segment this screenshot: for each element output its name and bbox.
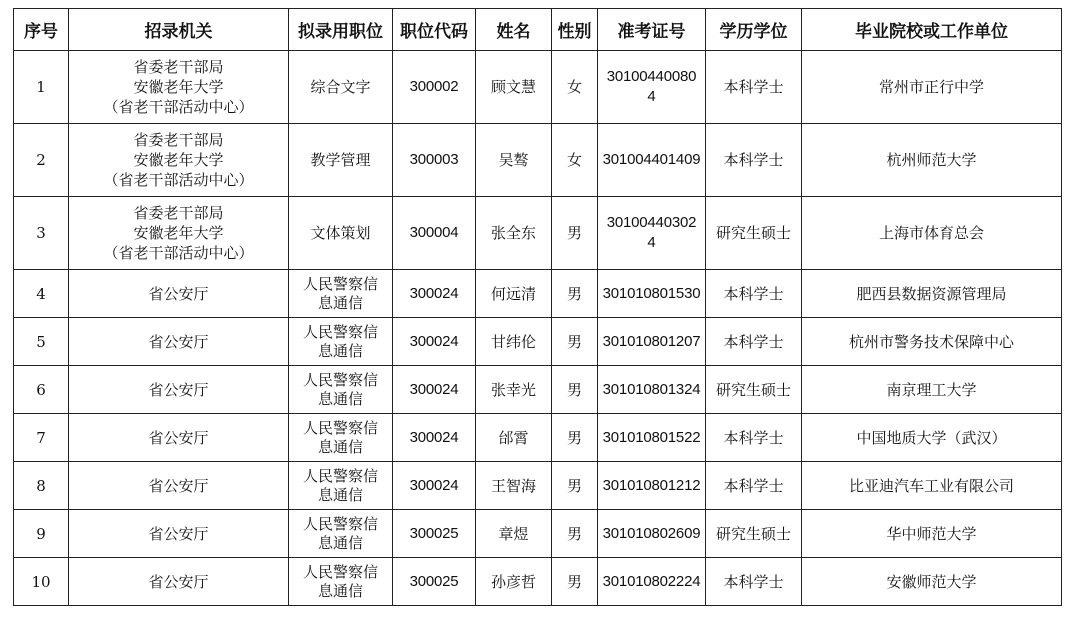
cell-line: （省老干部活动中心） [103, 98, 254, 116]
cell-seq: 8 [14, 462, 69, 510]
cell-gender: 男 [552, 510, 598, 558]
cell-line: 息通信 [317, 293, 363, 312]
cell-name: 王智海 [476, 462, 552, 510]
cell-name: 张幸光 [476, 366, 552, 414]
cell-seq: 1 [14, 51, 69, 124]
cell-line: 安徽老年大学 [133, 151, 224, 169]
cell-position [289, 510, 393, 558]
cell-exam-no [598, 124, 706, 197]
cell-name: 吴骜 [476, 124, 552, 197]
cell-line: 省公安厅 [148, 332, 209, 351]
cell-code: 300025 [393, 510, 476, 558]
cell-exam-no [598, 270, 706, 318]
cell-degree: 本科学士 [706, 124, 802, 197]
cell-school: 中国地质大学（武汉） [802, 414, 1062, 462]
cell-school: 比亚迪汽车工业有限公司 [802, 462, 1062, 510]
cell-org [69, 197, 289, 270]
cell-degree: 本科学士 [706, 51, 802, 124]
cell-code: 300024 [393, 462, 476, 510]
cell-seq: 2 [14, 124, 69, 197]
header-row [14, 9, 1062, 51]
cell-position [289, 414, 393, 462]
cell-code: 300024 [393, 318, 476, 366]
cell-name: 章煜 [476, 510, 552, 558]
cell-code: 300024 [393, 366, 476, 414]
cell-line: 人民警察信 [302, 370, 378, 389]
table-row [14, 51, 1062, 124]
header-org: 招录机关 [69, 9, 289, 51]
cell-position [289, 124, 393, 197]
cell-line: 人民警察信 [302, 466, 378, 485]
table-row [14, 270, 1062, 318]
cell-degree: 本科学士 [706, 414, 802, 462]
table-row [14, 462, 1062, 510]
cell-org [69, 414, 289, 462]
cell-exam-no [598, 197, 706, 270]
cell-degree: 研究生硕士 [706, 197, 802, 270]
cell-exam-no [598, 51, 706, 124]
cell-school: 上海市体育总会 [802, 197, 1062, 270]
cell-school: 肥西县数据资源管理局 [802, 270, 1062, 318]
table-row [14, 197, 1062, 270]
table-row [14, 366, 1062, 414]
cell-line: 省委老干部局 [133, 131, 224, 149]
cell-gender: 男 [552, 318, 598, 366]
cell-line: 省委老干部局 [133, 204, 224, 222]
cell-seq: 5 [14, 318, 69, 366]
cell-line: 301010802224 [602, 572, 701, 590]
cell-org [69, 558, 289, 606]
cell-position [289, 270, 393, 318]
cell-name: 何远清 [476, 270, 552, 318]
cell-school: 安徽师范大学 [802, 558, 1062, 606]
cell-degree: 本科学士 [706, 270, 802, 318]
cell-code: 300025 [393, 558, 476, 606]
cell-line: 息通信 [317, 437, 363, 456]
cell-line: 安徽老年大学 [133, 224, 224, 242]
cell-school: 杭州师范大学 [802, 124, 1062, 197]
cell-line: 301010801212 [602, 476, 701, 494]
cell-school: 华中师范大学 [802, 510, 1062, 558]
cell-gender: 女 [552, 51, 598, 124]
cell-code: 300002 [393, 51, 476, 124]
cell-line: 省公安厅 [148, 524, 209, 543]
header-gender: 性别 [552, 9, 598, 51]
cell-seq: 7 [14, 414, 69, 462]
cell-line: 息通信 [317, 485, 363, 504]
cell-org [69, 510, 289, 558]
cell-degree: 研究生硕士 [706, 510, 802, 558]
cell-name: 邰霄 [476, 414, 552, 462]
cell-position [289, 197, 393, 270]
cell-line: 301010802609 [602, 524, 701, 542]
cell-line: 301010801207 [602, 332, 701, 350]
cell-line: （省老干部活动中心） [103, 171, 254, 189]
cell-line: 人民警察信 [302, 322, 378, 341]
cell-exam-no [598, 558, 706, 606]
cell-line: 4 [647, 234, 656, 251]
cell-gender: 男 [552, 197, 598, 270]
table-row [14, 414, 1062, 462]
cell-line: 人民警察信 [302, 274, 378, 293]
table-row [14, 558, 1062, 606]
cell-position [289, 462, 393, 510]
cell-line: 301010801530 [602, 284, 701, 302]
cell-exam-no [598, 414, 706, 462]
cell-seq: 3 [14, 197, 69, 270]
table-row [14, 510, 1062, 558]
cell-code: 300003 [393, 124, 476, 197]
header-code: 职位代码 [393, 9, 476, 51]
admission-table [13, 8, 1062, 606]
cell-line: 安徽老年大学 [133, 78, 224, 96]
cell-line: 省公安厅 [148, 380, 209, 399]
header-seq: 序号 [14, 9, 69, 51]
table-body [14, 51, 1062, 606]
cell-code: 300024 [393, 414, 476, 462]
document-page [13, 8, 1062, 606]
cell-position [289, 318, 393, 366]
cell-seq: 6 [14, 366, 69, 414]
cell-position [289, 366, 393, 414]
cell-gender: 男 [552, 414, 598, 462]
cell-line: 省委老干部局 [133, 58, 224, 76]
cell-line: 省公安厅 [148, 284, 209, 303]
cell-line: 省公安厅 [148, 428, 209, 447]
cell-school: 南京理工大学 [802, 366, 1062, 414]
cell-exam-no [598, 318, 706, 366]
cell-code: 300024 [393, 270, 476, 318]
cell-line: 综合文字 [310, 77, 371, 96]
cell-line: 息通信 [317, 389, 363, 408]
cell-name: 顾文慧 [476, 51, 552, 124]
cell-line: 文体策划 [310, 223, 371, 242]
cell-org [69, 462, 289, 510]
cell-line: 教学管理 [310, 150, 371, 169]
cell-seq: 4 [14, 270, 69, 318]
cell-name: 张全东 [476, 197, 552, 270]
cell-line: 人民警察信 [302, 418, 378, 437]
cell-org [69, 124, 289, 197]
cell-gender: 女 [552, 124, 598, 197]
cell-gender: 男 [552, 558, 598, 606]
cell-degree: 研究生硕士 [706, 366, 802, 414]
cell-line: 息通信 [317, 533, 363, 552]
cell-code: 300004 [393, 197, 476, 270]
cell-degree: 本科学士 [706, 318, 802, 366]
cell-line: 省公安厅 [148, 572, 209, 591]
cell-line: 4 [647, 88, 656, 105]
cell-line: 30100440080 [606, 68, 697, 85]
header-degree: 学历学位 [706, 9, 802, 51]
cell-seq: 9 [14, 510, 69, 558]
cell-line: 301010801324 [602, 380, 701, 398]
cell-org [69, 366, 289, 414]
cell-line: 息通信 [317, 341, 363, 360]
cell-line: 301010801522 [602, 428, 701, 446]
header-position: 拟录用职位 [289, 9, 393, 51]
cell-org [69, 270, 289, 318]
cell-degree: 本科学士 [706, 462, 802, 510]
cell-school: 常州市正行中学 [802, 51, 1062, 124]
cell-exam-no [598, 366, 706, 414]
cell-line: 人民警察信 [302, 514, 378, 533]
header-name: 姓名 [476, 9, 552, 51]
cell-line: 省公安厅 [148, 476, 209, 495]
cell-exam-no [598, 462, 706, 510]
cell-line: 人民警察信 [302, 562, 378, 581]
cell-gender: 男 [552, 366, 598, 414]
cell-position [289, 558, 393, 606]
cell-line: （省老干部活动中心） [103, 244, 254, 262]
table-row [14, 318, 1062, 366]
cell-seq: 10 [14, 558, 69, 606]
cell-line: 30100440302 [606, 214, 697, 231]
cell-degree: 本科学士 [706, 558, 802, 606]
cell-line: 301004401409 [602, 151, 701, 168]
cell-name: 孙彦哲 [476, 558, 552, 606]
cell-gender: 男 [552, 462, 598, 510]
header-exam-no: 准考证号 [598, 9, 706, 51]
cell-exam-no [598, 510, 706, 558]
cell-name: 甘纬伦 [476, 318, 552, 366]
cell-gender: 男 [552, 270, 598, 318]
cell-org [69, 318, 289, 366]
header-school: 毕业院校或工作单位 [802, 9, 1062, 51]
table-row [14, 124, 1062, 197]
cell-line: 息通信 [317, 581, 363, 600]
cell-position [289, 51, 393, 124]
cell-school: 杭州市警务技术保障中心 [802, 318, 1062, 366]
cell-org [69, 51, 289, 124]
